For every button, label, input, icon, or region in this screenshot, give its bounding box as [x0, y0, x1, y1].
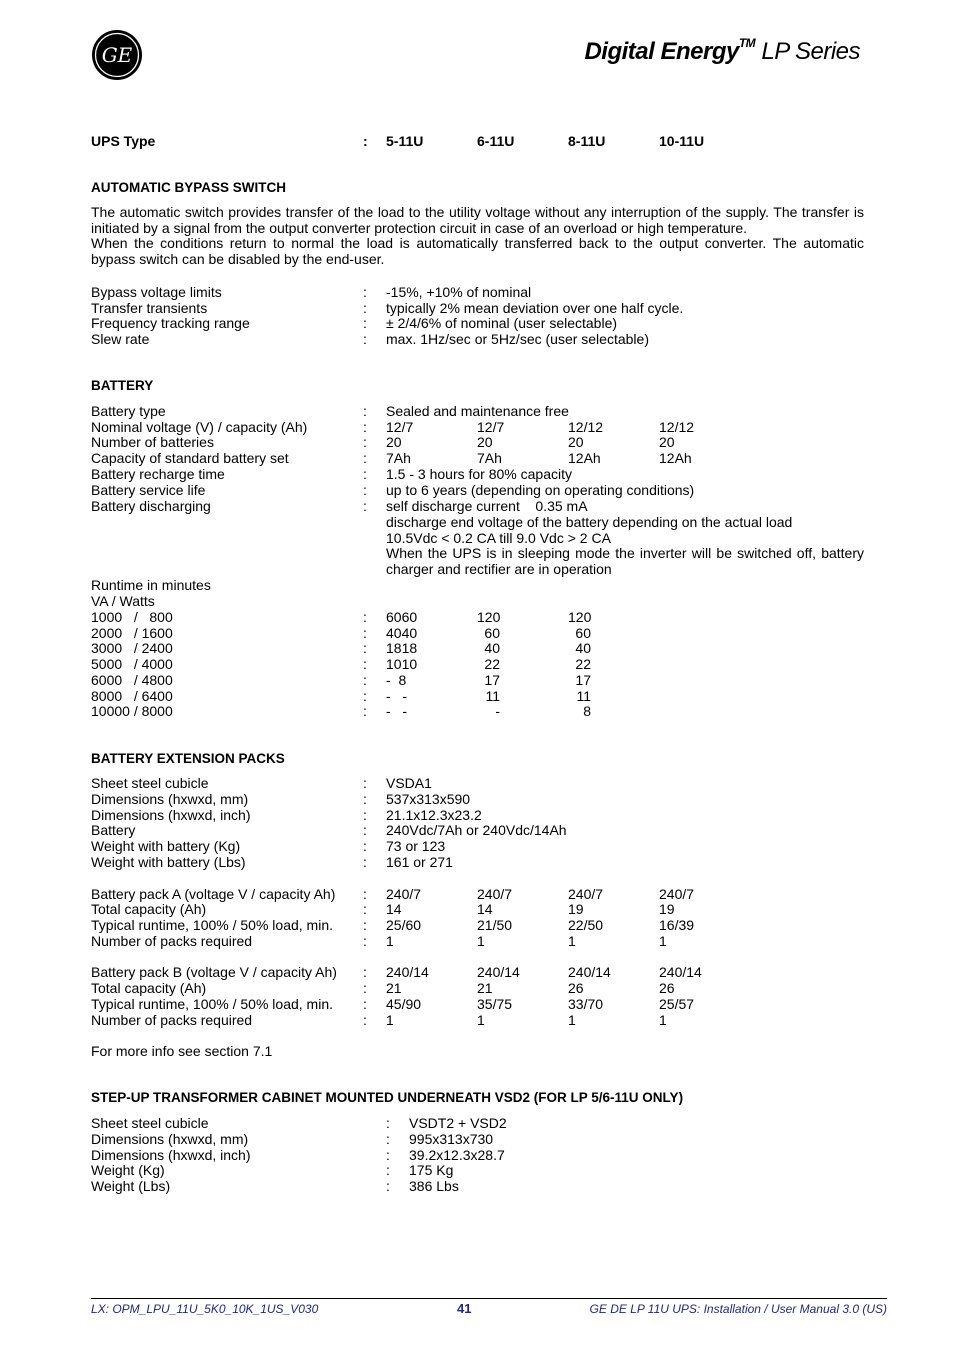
row-label: 1000 / 800 — [91, 609, 173, 625]
bypass-paragraph-2: When the conditions return to normal the load is automatically transferred back to the output converter. The automatic bypass switch can be disabled by the end-user. — [91, 235, 864, 267]
cell: 1818 — [386, 640, 418, 656]
row-label: Battery — [91, 822, 136, 838]
cell: - - — [386, 688, 407, 704]
row-label: Dimensions (hxwxd, inch) — [91, 807, 251, 823]
cell: 1 — [568, 933, 576, 949]
cell: 17 — [575, 672, 591, 688]
cell: 40 — [484, 640, 500, 656]
row-value: 240Vdc/7Ah or 240Vdc/14Ah — [386, 822, 567, 838]
model-1: 5-11U — [386, 133, 424, 149]
brand-title — [584, 38, 860, 66]
cell: 35/75 — [477, 996, 513, 1012]
row-label: 3000 / 2400 — [91, 640, 173, 656]
row-label: Typical runtime, 100% / 50% load, min. — [91, 996, 334, 1012]
colon: : — [363, 419, 367, 435]
cell: 40 — [575, 640, 591, 656]
row-label: Capacity of standard battery set — [91, 450, 289, 466]
row-label: Dimensions (hxwxd, inch) — [91, 1147, 251, 1163]
cell: 26 — [568, 980, 584, 996]
row-value: 73 or 123 — [386, 838, 446, 854]
cell: 1 — [477, 1012, 485, 1028]
cell: 17 — [484, 672, 500, 688]
row-value: 995x313x730 — [409, 1131, 494, 1147]
cell: 120 — [477, 609, 501, 625]
row-value: VSDT2 + VSD2 — [409, 1115, 507, 1131]
cell: 7Ah — [386, 450, 411, 466]
row-label: Slew rate — [91, 331, 150, 347]
colon: : — [363, 901, 367, 917]
cell: 7Ah — [477, 450, 502, 466]
colon: : — [363, 703, 367, 719]
colon: : — [363, 625, 367, 641]
runtime-label: Runtime in minutes — [91, 577, 211, 593]
cell: 19 — [568, 901, 584, 917]
va-label: VA / Watts — [91, 593, 155, 609]
cell: 240/14 — [386, 964, 429, 980]
colon: : — [363, 284, 367, 300]
colon: : — [363, 886, 367, 902]
colon: : — [363, 1012, 367, 1028]
row-label: Sheet steel cubicle — [91, 1115, 209, 1131]
colon: : — [363, 450, 367, 466]
row-value: typically 2% mean deviation over one half cycle. — [386, 300, 684, 316]
row-label: Total capacity (Ah) — [91, 901, 207, 917]
row-label: Battery service life — [91, 482, 206, 498]
row-label: Number of packs required — [91, 933, 253, 949]
row-value: Sealed and maintenance free — [386, 403, 569, 419]
cell: 21/50 — [477, 917, 513, 933]
row-value: discharge end voltage of the battery depending on the actual load — [386, 514, 793, 530]
colon: : — [363, 640, 367, 656]
cell: 60 — [575, 625, 591, 641]
colon: : — [363, 775, 367, 791]
row-label: Battery pack B (voltage V / capacity Ah) — [91, 964, 337, 980]
cell: 12Ah — [568, 450, 601, 466]
ups-type-label: UPS Type — [91, 133, 156, 149]
row-label: Weight with battery (Kg) — [91, 838, 241, 854]
bypass-heading: AUTOMATIC BYPASS SWITCH — [91, 180, 286, 195]
colon: : — [363, 838, 367, 854]
row-value: 21.1x12.3x23.2 — [386, 807, 482, 823]
cell: 20 — [659, 434, 675, 450]
cell: 1 — [386, 933, 394, 949]
cell: 21 — [477, 980, 493, 996]
colon: : — [363, 917, 367, 933]
row-value: 537x313x590 — [386, 791, 471, 807]
page-number: 41 — [457, 1301, 472, 1316]
colon: : — [363, 656, 367, 672]
colon: : — [363, 688, 367, 704]
cell: - - — [386, 703, 407, 719]
row-label: Battery pack A (voltage V / capacity Ah) — [91, 886, 336, 902]
extension-heading: BATTERY EXTENSION PACKS — [91, 751, 285, 766]
colon: : — [386, 1162, 390, 1178]
colon: : — [363, 482, 367, 498]
cell: 120 — [568, 609, 592, 625]
cell: 14 — [477, 901, 493, 917]
row-value: ± 2/4/6% of nominal (user selectable) — [386, 315, 618, 331]
bypass-paragraph-1: The automatic switch provides transfer of the load to the utility voltage without any interruption of the supply. The transfer is initiated by a signal from the output converter protection circuit in case of an overload or high temperature. — [91, 204, 864, 236]
row-label: Number of packs required — [91, 1012, 253, 1028]
row-label: Battery recharge time — [91, 466, 225, 482]
row-label: Bypass voltage limits — [91, 284, 222, 300]
colon: : — [363, 331, 367, 347]
row-value: 386 Lbs — [409, 1178, 459, 1194]
row-label: Battery discharging — [91, 498, 211, 514]
cell: 12/12 — [659, 419, 695, 435]
cell: 240/14 — [477, 964, 520, 980]
cell: 60 — [484, 625, 500, 641]
ge-logo-text: GE — [101, 43, 133, 67]
cell: 240/7 — [568, 886, 604, 902]
row-label: Battery type — [91, 403, 166, 419]
row-value: up to 6 years (depending on operating conditions) — [386, 482, 695, 498]
cell: 25/57 — [659, 996, 695, 1012]
cell: 4040 — [386, 625, 418, 641]
row-value: 1.5 - 3 hours for 80% capacity — [386, 466, 572, 482]
row-label: Dimensions (hxwxd, mm) — [91, 1131, 249, 1147]
brand-tm: TM — [738, 36, 756, 50]
cell: - — [495, 703, 500, 719]
cell: 1 — [477, 933, 485, 949]
cell: 26 — [659, 980, 675, 996]
row-value: 175 Kg — [409, 1162, 454, 1178]
row-label: 2000 / 1600 — [91, 625, 173, 641]
colon: : — [363, 980, 367, 996]
colon: : — [386, 1147, 390, 1163]
colon: : — [363, 498, 367, 514]
cell: 1 — [386, 1012, 394, 1028]
cell: 12/7 — [477, 419, 505, 435]
model-2: 6-11U — [477, 133, 515, 149]
cell: 11 — [485, 688, 500, 704]
row-label: Frequency tracking range — [91, 315, 250, 331]
cell: 25/60 — [386, 917, 422, 933]
colon: : — [363, 300, 367, 316]
cell: 240/14 — [568, 964, 611, 980]
row-label: Number of batteries — [91, 434, 214, 450]
row-value: self discharge current 0.35 mA — [386, 498, 588, 514]
colon: : — [363, 854, 367, 870]
cell: 6060 — [386, 609, 418, 625]
more-info-text: For more info see section 7.1 — [91, 1043, 273, 1059]
row-value: 161 or 271 — [386, 854, 453, 870]
cell: 240/14 — [659, 964, 702, 980]
colon: : — [363, 315, 367, 331]
row-label: 8000 / 6400 — [91, 688, 173, 704]
colon: : — [363, 609, 367, 625]
colon: : — [363, 807, 367, 823]
footer-doc-id: LX: OPM_LPU_11U_5K0_10K_1US_V030 — [91, 1302, 319, 1316]
row-value: 39.2x12.3x28.7 — [409, 1147, 505, 1163]
battery-heading: BATTERY — [91, 378, 154, 393]
cell: 1 — [659, 1012, 667, 1028]
row-value: max. 1Hz/sec or 5Hz/sec (user selectable) — [386, 331, 649, 347]
colon: : — [363, 791, 367, 807]
cell: 33/70 — [568, 996, 604, 1012]
colon: : — [363, 933, 367, 949]
model-3: 8-11U — [568, 133, 606, 149]
row-label: 6000 / 4800 — [91, 672, 173, 688]
cell: - 8 — [386, 672, 407, 688]
ge-logo — [91, 29, 143, 81]
brand-bold: Digital Energy — [584, 38, 739, 65]
colon: : — [363, 403, 367, 419]
cell: 240/7 — [659, 886, 695, 902]
cell: 45/90 — [386, 996, 422, 1012]
cell: 8 — [583, 703, 591, 719]
colon: : — [386, 1131, 390, 1147]
cell: 11 — [576, 688, 591, 704]
row-label: Sheet steel cubicle — [91, 775, 209, 791]
cell: 21 — [386, 980, 402, 996]
cell: 22 — [484, 656, 500, 672]
colon: : — [363, 964, 367, 980]
row-label: Total capacity (Ah) — [91, 980, 207, 996]
colon: : — [363, 996, 367, 1012]
footer-manual-title: GE DE LP 11U UPS: Installation / User Manual 3.0 (US) — [589, 1302, 887, 1316]
row-label: Transfer transients — [91, 300, 208, 316]
row-label: Weight with battery (Lbs) — [91, 854, 246, 870]
colon: : — [363, 434, 367, 450]
cell: 1 — [568, 1012, 576, 1028]
cell: 12Ah — [659, 450, 692, 466]
colon: : — [386, 1178, 390, 1194]
colon: : — [386, 1115, 390, 1131]
cell: 19 — [659, 901, 675, 917]
row-label: Dimensions (hxwxd, mm) — [91, 791, 249, 807]
cell: 22 — [575, 656, 591, 672]
row-value: 10.5Vdc < 0.2 CA till 9.0 Vdc > 2 CA — [386, 530, 611, 546]
cell: 22/50 — [568, 917, 604, 933]
row-value: -15%, +10% of nominal — [386, 284, 532, 300]
cell: 12/12 — [568, 419, 604, 435]
colon: : — [363, 822, 367, 838]
cell: 14 — [386, 901, 402, 917]
cell: 20 — [568, 434, 584, 450]
row-label: Weight (Kg) — [91, 1162, 165, 1178]
cell: 20 — [386, 434, 402, 450]
cell: 240/7 — [386, 886, 422, 902]
row-label: Nominal voltage (V) / capacity (Ah) — [91, 419, 308, 435]
model-4: 10-11U — [659, 133, 705, 149]
colon: : — [363, 672, 367, 688]
brand-series: LP Series — [755, 38, 860, 65]
colon: : — [363, 133, 368, 149]
cell: 240/7 — [477, 886, 513, 902]
cell: 1010 — [386, 656, 418, 672]
row-label: Typical runtime, 100% / 50% load, min. — [91, 917, 334, 933]
row-label: 10000 / 8000 — [91, 703, 173, 719]
cell: 20 — [477, 434, 493, 450]
row-label: Weight (Lbs) — [91, 1178, 171, 1194]
row-value: VSDA1 — [386, 775, 432, 791]
colon: : — [363, 466, 367, 482]
row-label: 5000 / 4000 — [91, 656, 173, 672]
cell: 16/39 — [659, 917, 695, 933]
stepup-heading: STEP-UP TRANSFORMER CABINET MOUNTED UNDERNEATH VSD2 (FOR LP 5/6-11U ONLY) — [91, 1090, 684, 1105]
sleeping-mode-note: When the UPS is in sleeping mode the inverter will be switched off, battery charger and rectifier are in operation — [386, 545, 864, 577]
cell: 12/7 — [386, 419, 414, 435]
cell: 1 — [659, 933, 667, 949]
footer-divider — [91, 1298, 887, 1299]
